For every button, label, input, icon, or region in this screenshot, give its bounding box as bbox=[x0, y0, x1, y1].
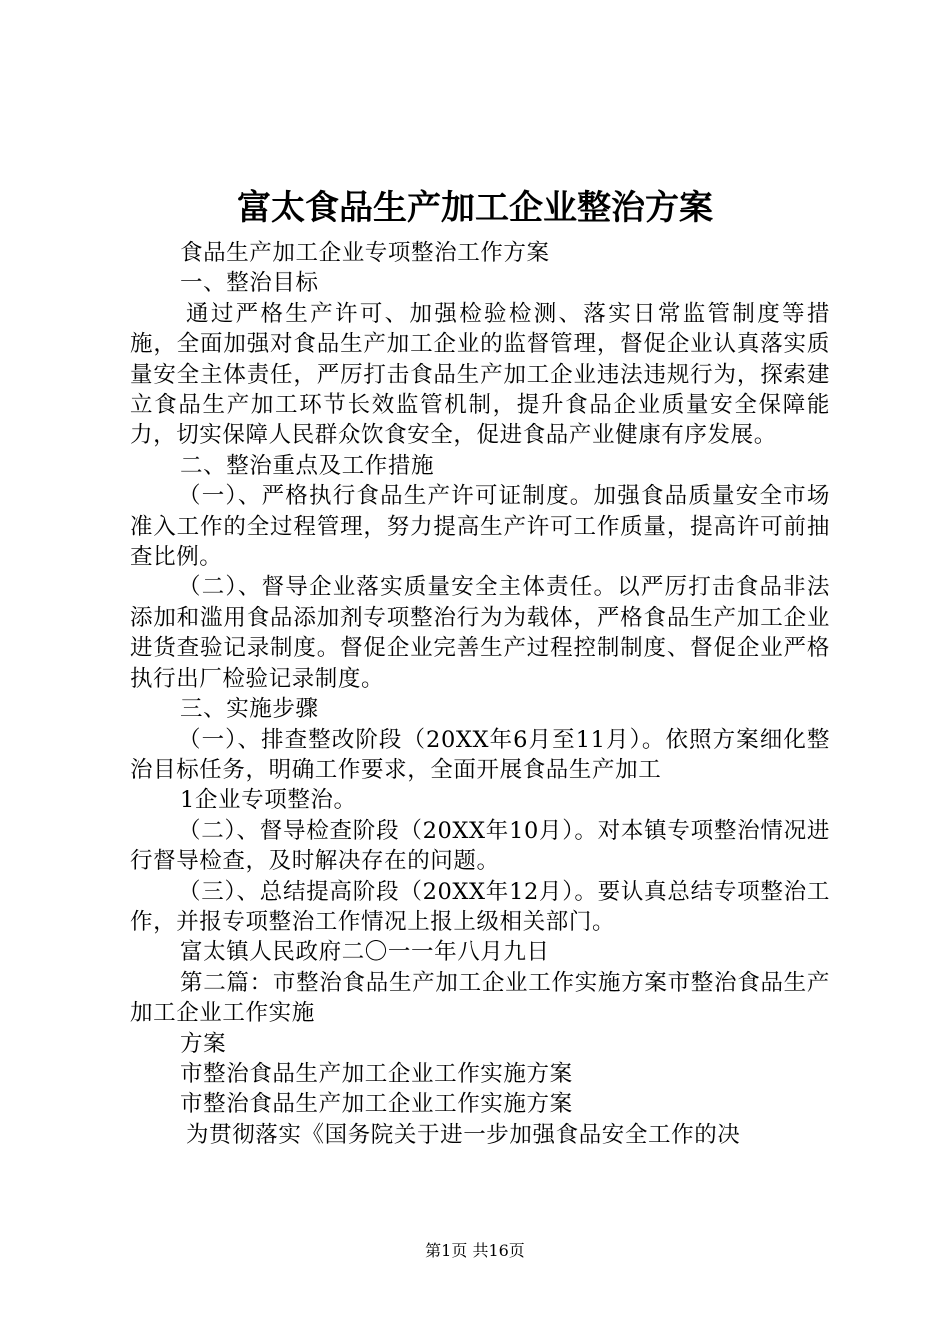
page-footer: 第1页 共16页 bbox=[425, 1241, 525, 1260]
heading-section-3: 三、实施步骤 bbox=[180, 696, 319, 723]
paragraph-intro: 为贯彻落实《国务院关于进一步加强食品安全工作的决 bbox=[186, 1121, 741, 1148]
heading-section-1: 一、整治目标 bbox=[180, 270, 319, 297]
paragraph-objectives: 通过严格生产许可、加强检验检测、落实日常监管制度等措施，全面加强对食品生产加工企业的监督管理，督促企业认真落实质量安全主体责任，严厉打击食品生产加工企业违法违规行为，探索建立食品生产加工环节长效监管机制，提升食品企业质量安全保障能力，切实保障人民群众饮食安全，促进食品产业健康有序发展。 bbox=[130, 300, 830, 449]
paragraph-step-2: （二）、督导检查阶段（20XX年10月）。对本镇专项整治情况进行督导检查，及时解决存在的问题。 bbox=[130, 817, 830, 875]
paragraph-measure-2: （二）、督导企业落实质量安全主体责任。以严厉打击食品非法添加和滥用食品添加剂专项整治行为为载体，严格食品生产加工企业进货查验记录制度。督促企业完善生产过程控制制度、督促企业严格执行出厂检验记录制度。 bbox=[130, 574, 830, 692]
document-body bbox=[130, 238, 830, 1150]
paragraph-part-two-heading: 第二篇：市整治食品生产加工企业工作实施方案市整治食品生产加工企业工作实施 bbox=[130, 969, 830, 1027]
paragraph-step-1-cont: 1企业专项整治。 bbox=[180, 787, 357, 814]
paragraph-step-1: （一）、排查整改阶段（20XX年6月至11月）。依照方案细化整治目标任务，明确工作要求，全面开展食品生产加工 bbox=[130, 726, 830, 783]
paragraph-measure-1: （一）、严格执行食品生产许可证制度。加强食品质量安全市场准入工作的全过程管理，努力提高生产许可工作质量，提高许可前抽查比例。 bbox=[130, 483, 830, 571]
paragraph-plan-title-2: 市整治食品生产加工企业工作实施方案 bbox=[180, 1091, 573, 1118]
document-title: 富太食品生产加工企业整治方案 bbox=[237, 188, 713, 228]
paragraph-signature: 富太镇人民政府二〇一一年八月九日 bbox=[180, 939, 550, 966]
paragraph-plan-title-1: 市整治食品生产加工企业工作实施方案 bbox=[180, 1060, 573, 1087]
paragraph-part-two-cont: 方案 bbox=[180, 1030, 227, 1057]
paragraph-subtitle: 食品生产加工企业专项整治工作方案 bbox=[180, 240, 550, 266]
paragraph-step-3: （三）、总结提高阶段（20XX年12月）。要认真总结专项整治工作，并报专项整治工作情况上报上级相关部门。 bbox=[130, 878, 830, 935]
heading-section-2: 二、整治重点及工作措施 bbox=[180, 452, 435, 479]
